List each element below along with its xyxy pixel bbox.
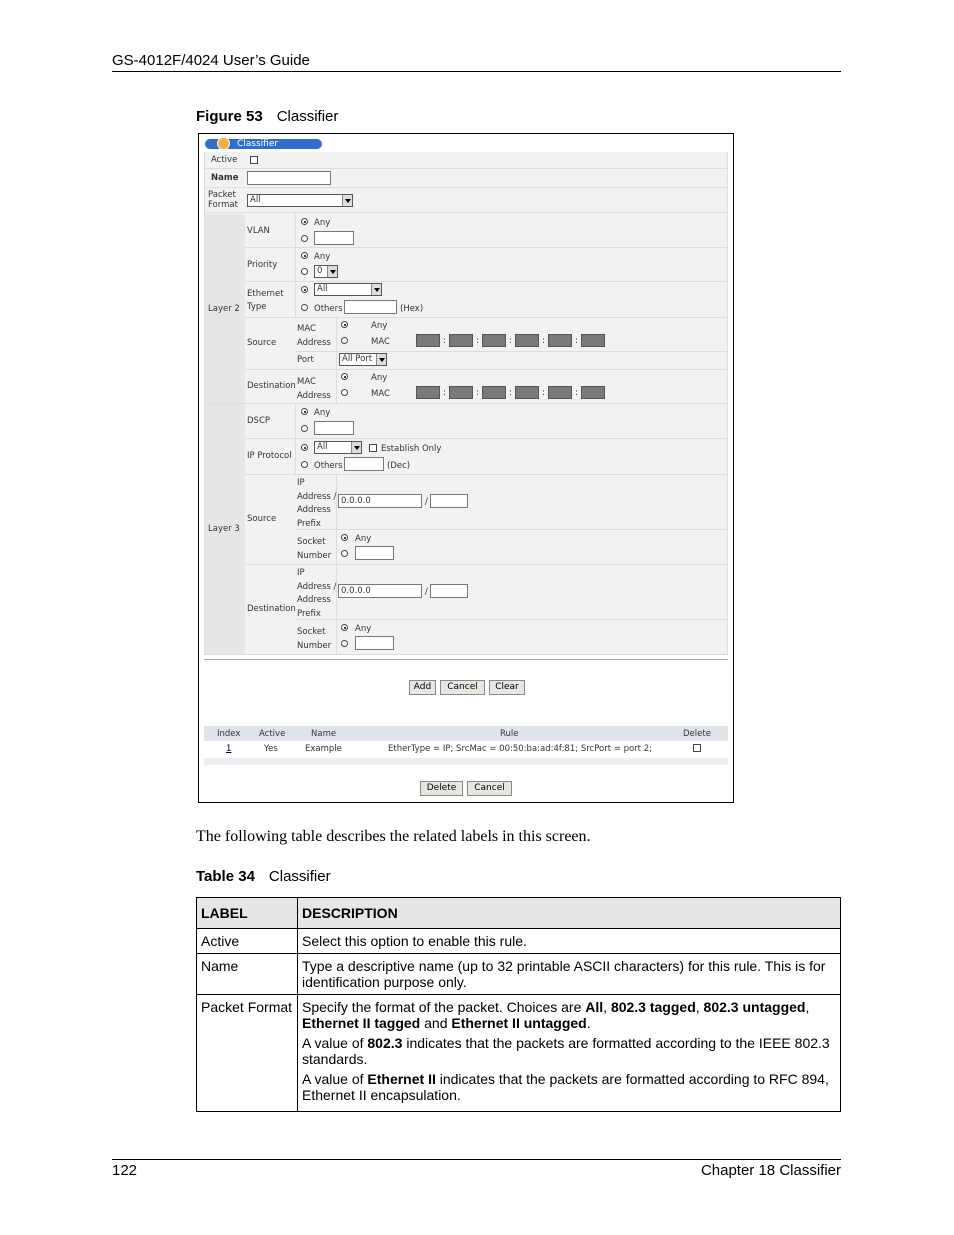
l2-dst-mac-any-label: Any [371,373,388,383]
row-name: Example [305,744,342,754]
l2-src-mac-any-label: Any [371,321,388,331]
chevron-down-icon [376,354,386,365]
active-label: Active [211,155,238,165]
ethertype-all-radio[interactable] [301,286,308,293]
chapter-title: Chapter 18 Classifier [700,1162,841,1179]
l3-src-prefix-input[interactable] [430,494,468,508]
src-mac-octet-4[interactable] [515,334,539,347]
row-description [298,995,841,1112]
table-row [197,929,841,954]
dscp-input[interactable] [314,421,354,435]
l2-dst-mac-any-radio[interactable] [341,373,348,380]
ethertype-select[interactable] [314,283,382,296]
dst-mac-octet-1[interactable] [416,386,440,399]
chevron-down-icon [371,284,381,295]
ip-protocol-others-radio[interactable] [301,461,308,468]
classifier-title-tab [205,139,322,149]
ethertype-others-label: Others [314,304,343,314]
ethertype-value: All [317,284,328,294]
priority-value: 0 [317,266,323,276]
row-active: Yes [264,744,278,754]
src-mac-octet-2[interactable] [449,334,473,347]
description-header: DESCRIPTION [298,898,841,929]
row-label: Packet Format [197,995,298,1112]
row-label: Name [197,954,298,995]
figure-title: Classifier [276,108,339,125]
dscp-custom-radio[interactable] [301,425,308,432]
col-active: Active [259,729,286,739]
classifier-title: Classifier [237,139,279,149]
running-header: GS-4012F/4024 User’s Guide [112,52,310,69]
l3-destination-label: Destination [247,604,296,614]
figure-label: Figure 53 [196,108,263,125]
l3-dst-ip-input[interactable]: 0.0.0.0 [338,584,422,598]
cancel-button[interactable]: Cancel [440,680,485,695]
packet-format-value: All [250,195,261,205]
chevron-down-icon [327,266,337,277]
row-active [205,152,727,169]
layer2-label: Layer 2 [208,304,240,314]
description-table [196,897,841,1112]
ethernet-type-label: Ethernet Type [247,289,284,312]
table-caption [196,868,331,885]
ip-protocol-select[interactable] [314,441,362,454]
packet-format-para-3: A value of Ethernet II indicates that the packets are formatted according to RFC 894, Ethernet II encapsulation. [302,1071,829,1103]
dst-mac-octet-5[interactable] [548,386,572,399]
priority-any-radio[interactable] [301,252,308,259]
packet-format-para-2: A value of 802.3 indicates that the packets are formatted according to the IEEE 802.3 standards. [302,1035,830,1067]
l3-src-socket-label: Socket Number [297,537,332,561]
footer-rule [112,1159,841,1160]
table-cancel-button[interactable]: Cancel [467,781,512,796]
chevron-down-icon [351,442,361,453]
vlan-any-label: Any [314,218,331,228]
packet-format-label: Packet Format [208,190,238,210]
dec-label: (Dec) [387,461,411,471]
priority-select[interactable] [314,265,338,278]
hex-label: (Hex) [400,304,424,314]
ethertype-input[interactable] [344,300,397,314]
l3-src-ip-input[interactable]: 0.0.0.0 [338,494,422,508]
l3-dst-socket-custom-radio[interactable] [341,640,348,647]
vlan-input[interactable] [314,231,354,245]
ip-protocol-label: IP Protocol [247,451,292,461]
dst-mac-octet-4[interactable] [515,386,539,399]
l2-dst-mac-label: MAC [371,389,390,399]
table-row [197,995,841,1112]
label-header: LABEL [197,898,298,929]
ip-protocol-input[interactable] [344,457,384,471]
page-number: 122 [112,1162,138,1179]
name-label: Name [211,173,239,183]
l2-src-mac-label: MAC [371,337,390,347]
chevron-down-icon [342,195,352,206]
clear-button[interactable]: Clear [489,680,525,695]
l2-src-mac-custom-radio[interactable] [341,337,348,344]
table-row [197,954,841,995]
l2-dst-mac-address-label: MAC Address [297,377,331,401]
ip-protocol-all-radio[interactable] [301,444,308,451]
table-label: Table 34 [196,868,255,885]
dst-mac-octet-3[interactable] [482,386,506,399]
vlan-any-radio[interactable] [301,218,308,225]
row-label: Active [197,929,298,954]
src-mac-octet-3[interactable] [482,334,506,347]
l3-src-socket-any-radio[interactable] [341,534,348,541]
classifier-icon [217,137,230,150]
packet-format-select[interactable] [247,194,353,207]
establish-only-label: Establish Only [381,444,442,454]
src-mac-octet-1[interactable] [416,334,440,347]
packet-format-para-1: Specify the format of the packet. Choices are All, 802.3 tagged, 802.3 untagged, Ethernet II tagged and Ethernet II untagged. [302,999,810,1031]
l2-src-mac-any-radio[interactable] [341,321,348,328]
l2-dst-mac-custom-radio[interactable] [341,389,348,396]
col-name: Name [311,729,337,739]
table-title: Classifier [268,868,331,885]
dst-mac-octet-2[interactable] [449,386,473,399]
col-index: Index [217,729,241,739]
l3-src-ip-label: IP Address / Address Prefix [297,478,337,529]
l3-dst-ip-label: IP Address / Address Prefix [297,568,337,619]
row-index-link[interactable]: 1 [226,744,232,754]
layer3-label: Layer 3 [208,524,240,534]
establish-only-checkbox[interactable] [369,444,377,452]
ip-protocol-value: All [317,442,328,452]
ip-protocol-others-label: Others [314,461,343,471]
l2-destination-label: Destination [247,381,296,391]
port-value: All Port [342,354,373,364]
row-delete-checkbox[interactable] [693,744,701,752]
l2-src-mac-address-label: MAC Address [297,324,331,348]
add-button[interactable]: Add [409,680,436,695]
row-description: Type a descriptive name (up to 32 printable ASCII characters) for this rule. This is for identification purpose only. [298,954,841,995]
header-rule [112,71,841,72]
port-label: Port [297,355,314,365]
src-mac-octet-5[interactable] [548,334,572,347]
figure-caption [196,108,338,125]
intro-paragraph: The following table describes the related labels in this screen. [196,828,591,845]
dscp-any-label: Any [314,408,331,418]
l3-dst-socket-input[interactable] [355,636,394,650]
l2-source-label: Source [247,338,277,348]
active-checkbox[interactable] [250,156,258,164]
delete-button[interactable]: Delete [420,781,463,796]
vlan-custom-radio[interactable] [301,235,308,242]
row-description: Select this option to enable this rule. [298,929,841,954]
l3-dst-socket-label: Socket Number [297,627,332,651]
row-rule: EtherType = IP; SrcMac = 00:50:ba:ad:4f:81; SrcPort = port 2; [388,744,652,754]
ethertype-others-radio[interactable] [301,304,308,311]
l3-dst-socket-any-label: Any [355,624,372,634]
name-input[interactable] [247,171,331,185]
src-mac-octet-6[interactable] [581,334,605,347]
l3-src-socket-any-label: Any [355,534,372,544]
priority-label: Priority [247,260,278,270]
l3-src-socket-input[interactable] [355,546,394,560]
dscp-label: DSCP [247,416,271,426]
l3-dst-socket-any-radio[interactable] [341,624,348,631]
l3-dst-prefix-input[interactable] [430,584,468,598]
dscp-any-radio[interactable] [301,408,308,415]
col-delete: Delete [683,729,711,739]
priority-custom-radio[interactable] [301,268,308,275]
dst-mac-octet-6[interactable] [581,386,605,399]
priority-any-label: Any [314,252,331,262]
vlan-label: VLAN [247,226,270,236]
port-select[interactable] [339,353,387,366]
col-rule: Rule [500,729,519,739]
l3-source-label: Source [247,514,277,524]
table-header-row [197,898,841,929]
l3-src-socket-custom-radio[interactable] [341,550,348,557]
